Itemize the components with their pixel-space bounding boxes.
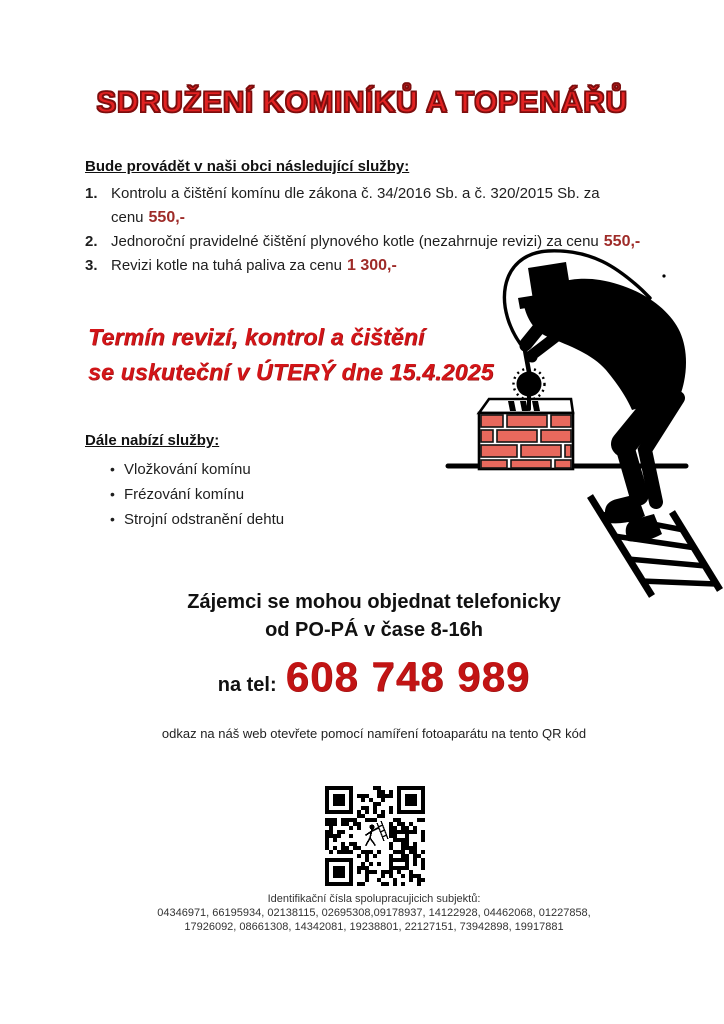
chimney-sweep-illustration [440,238,724,598]
service-text: Kontrolu a čištění komínu dle zákona č. 34/2016 Sb. a č. 320/2015 Sb. za cenu 550,- [111,185,600,226]
service-price: 550,- [148,209,185,226]
service-price: 550,- [603,233,641,250]
service-text: Jednoroční pravidelné čištění plynového kotle (nezahrnuje revizi) za cenu 550,- [111,233,641,250]
chimney-sweep-svg [440,238,724,598]
speck [662,274,665,277]
footer-ids-line2: 17926092, 08661308, 14342081, 19238801, 22127151, 73942898, 19917881 [184,921,564,933]
date-notice-line2: se uskuteční v ÚTERÝ dne 15.4.2025 [88,359,494,385]
brick-chimney [479,399,573,469]
footer-heading: Identifikační čísla spolupracujicich subjektů: [267,893,481,905]
date-notice [88,320,494,390]
service-number: 1. [85,185,98,202]
qr-code [317,778,433,894]
bullet-icon: • [110,486,115,502]
more-services-list [85,457,405,532]
qr-caption: odkaz na náš web otevřete pomocí namíření fotoaparátu na tento QR kód [161,726,587,741]
list-item: • Strojní odstranění dehtu [85,507,405,532]
qr-center-sweep-logo [366,821,388,845]
qr-code-svg [317,778,433,894]
service-price: 1 300,- [346,257,397,274]
contact-line2: od PO-PÁ v čase 8-16h [265,619,483,641]
service-item [85,182,660,230]
services-heading: Bude provádět v naši obci následující služby: [85,158,410,175]
footer-ids [0,892,724,934]
bullet-icon: • [110,511,115,527]
contact-line1: Zájemci se mohou objednat telefonicky [187,591,561,613]
list-item: • Vložkování komínu [85,457,405,482]
service-number: 3. [85,257,98,274]
footer-ids-line1: 04346971, 66195934, 02138115, 02695308,09178937, 14122928, 04462068, 01227858, [157,907,591,919]
service-text: Revizi kotle na tuhá paliva za cenu 1 300,- [111,257,397,274]
phone-row [0,653,724,701]
more-services-section [85,432,405,532]
more-services-heading: Dále nabízí služby: [85,432,220,449]
page-title: SDRUŽENÍ KOMINÍKŮ A TOPENÁŘŮ [96,86,628,119]
date-notice-line1: Termín revizí, kontrol a čištění [88,324,425,350]
bullet-icon: • [110,461,115,477]
list-item: • Frézování komínu [85,482,405,507]
phone-number: 608 748 989 [285,653,531,700]
service-number: 2. [85,233,98,250]
phone-label: na tel: [217,674,277,696]
contact-section [0,588,724,701]
